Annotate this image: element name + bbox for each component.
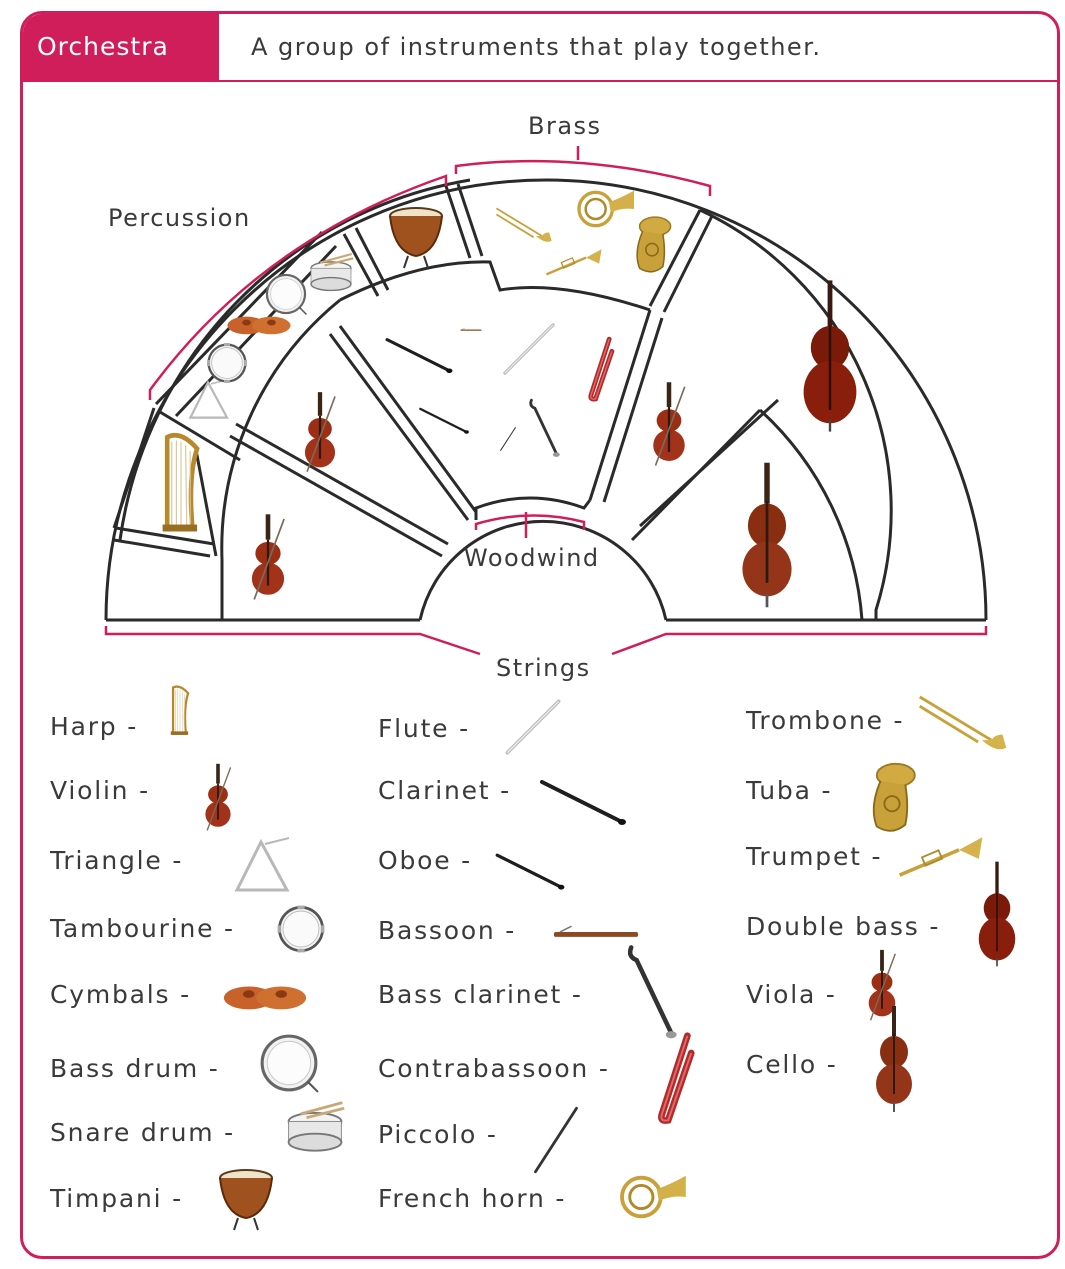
- bass-clarinet-icon: [620, 942, 686, 1042]
- cello-icon: [866, 1004, 922, 1114]
- harp-icon: [162, 684, 198, 736]
- clarinet-icon: [387, 340, 452, 373]
- oboe-icon: [494, 846, 566, 898]
- key-item-bassoon: Bassoon -: [378, 916, 517, 945]
- contrabassoon-icon: [644, 1030, 702, 1126]
- french-horn-icon: [579, 191, 634, 226]
- triangle-icon: [230, 836, 292, 896]
- flute-icon: [505, 325, 553, 373]
- key-item-bass-clarinet: Bass clarinet -: [378, 980, 583, 1009]
- key-item-trombone: Trombone -: [746, 706, 905, 735]
- cymbals-icon: [227, 317, 290, 335]
- french-horn-icon: [612, 1168, 690, 1226]
- key-item-french-horn: French horn -: [378, 1184, 567, 1213]
- brass-label: Brass: [528, 112, 602, 140]
- trombone-icon: [916, 692, 1010, 760]
- strings-bracket-left: [106, 626, 480, 654]
- key-item-snare-drum: Snare drum -: [50, 1118, 236, 1147]
- percussion-label: Percussion: [108, 204, 251, 232]
- strings-bracket-right: [612, 626, 986, 654]
- violin-icon: [305, 392, 335, 472]
- key-item-viola: Viola -: [746, 980, 837, 1009]
- woodwind-label: Woodwind: [464, 544, 600, 572]
- viola-icon: [653, 382, 685, 465]
- key-item-double-bass: Double bass -: [746, 912, 941, 941]
- key-item-harp: Harp -: [50, 712, 139, 741]
- oboe-icon: [420, 409, 469, 434]
- key-item-timpani: Timpani -: [50, 1184, 183, 1213]
- timpani-icon: [216, 1166, 276, 1232]
- flute-icon: [502, 692, 564, 762]
- key-item-cymbals: Cymbals -: [50, 980, 191, 1009]
- timpani-icon: [390, 208, 442, 268]
- key-item-violin: Violin -: [50, 776, 150, 805]
- brass-bracket: [456, 161, 710, 196]
- key-item-oboe: Oboe -: [378, 846, 472, 875]
- harp-icon: [163, 435, 198, 531]
- key-item-triangle: Triangle -: [50, 846, 184, 875]
- key-item-tuba: Tuba -: [746, 776, 833, 805]
- tuba-icon: [637, 217, 670, 272]
- key-item-bass-drum: Bass drum -: [50, 1054, 220, 1083]
- double-bass-icon: [804, 280, 857, 431]
- key-item-contrabassoon: Contrabassoon -: [378, 1054, 610, 1083]
- piccolo-icon: [528, 1100, 584, 1180]
- orchestra-tag: Orchestra: [23, 14, 219, 80]
- snare-drum-icon: [282, 1100, 348, 1158]
- contrabassoon-icon: [591, 339, 612, 399]
- key-item-trumpet: Trumpet -: [746, 842, 883, 871]
- trumpet-icon: [546, 249, 601, 274]
- key-item-flute: Flute -: [378, 714, 470, 743]
- snare-drum-icon: [311, 254, 353, 290]
- bass-drum-icon: [267, 275, 307, 315]
- double-bass-icon: [972, 860, 1022, 968]
- violin-icon: [178, 762, 258, 834]
- violin-icon: [252, 514, 284, 599]
- key-item-piccolo: Piccolo -: [378, 1120, 498, 1149]
- tambourine-icon: [274, 902, 328, 956]
- piccolo-icon: [501, 428, 516, 451]
- orchestra-definition: A group of instruments that play together.: [251, 33, 822, 61]
- key-item-tambourine: Tambourine -: [50, 914, 235, 943]
- triangle-icon: [190, 379, 228, 417]
- cymbals-icon: [222, 976, 308, 1016]
- double-bass-boundary: [700, 210, 891, 620]
- trombone-icon: [496, 208, 551, 241]
- bass-clarinet-icon: [531, 400, 560, 457]
- bassoon-icon: [460, 328, 481, 331]
- cello-icon: [742, 463, 791, 608]
- tuba-icon: [860, 760, 924, 836]
- bass-drum-icon: [258, 1032, 320, 1094]
- key-item-clarinet: Clarinet -: [378, 776, 511, 805]
- strings-label: Strings: [496, 654, 591, 682]
- key-item-cello: Cello -: [746, 1050, 838, 1079]
- bassoon-icon: [552, 924, 640, 944]
- clarinet-icon: [538, 776, 628, 830]
